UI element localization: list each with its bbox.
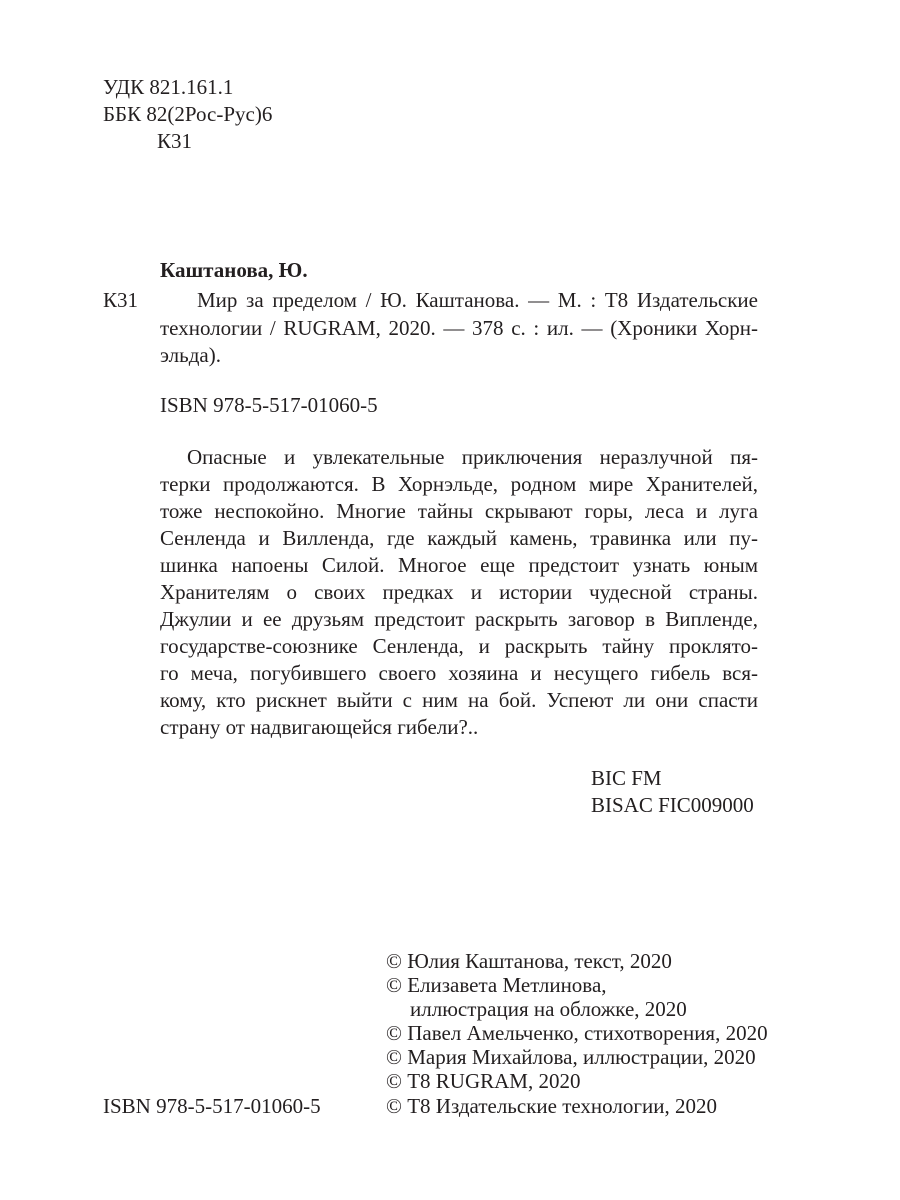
- annotation-line-9: го меча, погубившего своего хозяина и несущего гибель вся-: [160, 661, 758, 685]
- entry-code: К31: [103, 288, 139, 312]
- annotation-line-11: страну от надвигающейся гибели?..: [160, 715, 479, 739]
- author-sign-code: К31: [157, 129, 193, 153]
- annotation-line-10: кому, кто рискнет выйти с ним на бой. Успеют ли они спасти: [160, 688, 758, 712]
- bisac-code: BISAC FIC009000: [591, 793, 754, 817]
- annotation-line-4: Сенленда и Вилленда, где каждый камень, травинка или пу-: [160, 526, 758, 550]
- annotation-line-2: терки продолжаются. В Хорнэльде, родном мире Хранителей,: [160, 472, 758, 496]
- copyright-line-2: © Елизавета Метлинова,: [386, 973, 607, 997]
- entry-line-1: Мир за пределом / Ю. Каштанова. — М. : Т8 Издательские: [197, 288, 758, 312]
- entry-line-3: эльда).: [160, 343, 221, 367]
- entry-line-2: технологии / RUGRAM, 2020. — 378 с. : ил. — (Хроники Хорн-: [160, 316, 758, 340]
- copyright-line-1: © Юлия Каштанова, текст, 2020: [386, 949, 672, 973]
- udk-code: УДК 821.161.1: [103, 75, 234, 99]
- entry-isbn: ISBN 978-5-517-01060-5: [160, 393, 378, 417]
- copyright-line-7: © Т8 Издательские технологии, 2020: [386, 1094, 717, 1118]
- copyright-line-5: © Мария Михайлова, иллюстрации, 2020: [386, 1045, 756, 1069]
- annotation-line-1: Опасные и увлекательные приключения неразлучной пя-: [187, 445, 758, 469]
- copyright-line-4: © Павел Амельченко, стихотворения, 2020: [386, 1021, 768, 1045]
- annotation-line-8: государстве-союзнике Сенленда, и раскрыть тайну проклято-: [160, 634, 758, 658]
- annotation-line-3: тоже неспокойно. Многие тайны скрывают горы, леса и луга: [160, 499, 758, 523]
- annotation-line-5: шинка напоены Силой. Многое еще предстоит узнать юным: [160, 553, 758, 577]
- entry-author: Каштанова, Ю.: [160, 258, 308, 282]
- annotation-line-7: Джулии и ее друзьям предстоит раскрыть заговор в Випленде,: [160, 607, 758, 631]
- copyright-line-6: © Т8 RUGRAM, 2020: [386, 1069, 581, 1093]
- bbk-code: ББК 82(2Рос-Рус)6: [103, 102, 273, 126]
- bottom-isbn: ISBN 978-5-517-01060-5: [103, 1094, 321, 1118]
- bic-code: BIC FM: [591, 766, 662, 790]
- annotation-line-6: Хранителям о своих предках и истории чудесной страны.: [160, 580, 758, 604]
- copyright-line-3: иллюстрация на обложке, 2020: [410, 997, 687, 1021]
